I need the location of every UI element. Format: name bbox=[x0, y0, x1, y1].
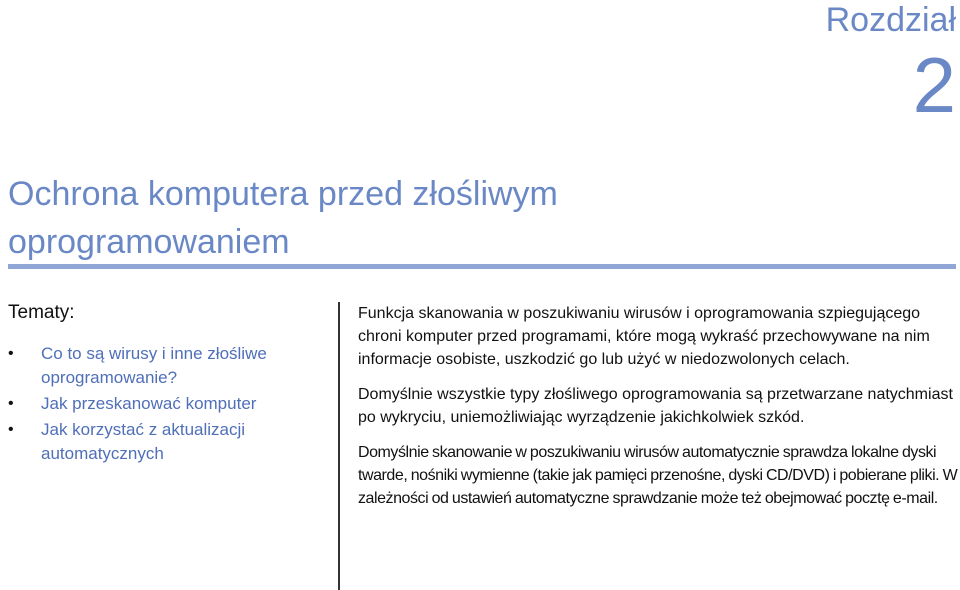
chapter-number: 2 bbox=[912, 41, 956, 129]
bullet-icon: • bbox=[8, 421, 14, 438]
chapter-title: Ochrona komputera przed złośliwym oprogramowaniem bbox=[8, 175, 558, 261]
body-paragraph: Domyślnie wszystkie typy złośliwego oprogramowania są przetwarzane natychmiast po wykryciu, uniemożliwiając wyrządzenie jakichkolwiek szkód. bbox=[358, 386, 953, 426]
topic-item-updates[interactable] bbox=[8, 418, 308, 466]
topic-link[interactable]: Jak korzystać z aktualizacji automatycznych bbox=[41, 420, 246, 463]
body-paragraph: Domyślnie skanowanie w poszukiwaniu wirusów automatycznie sprawdza lokalne dyski twarde, nośniki wymienne (takie jak pamięci przenośne, dyski CD/DVD) i pobierane pliki. W zależności od ustawień automatyczne sprawdzanie może też obejmować pocztę e-mail. bbox=[358, 444, 958, 507]
bullet-icon: • bbox=[8, 395, 14, 412]
chapter-label: Rozdział bbox=[825, 1, 956, 39]
topic-item-scan[interactable] bbox=[8, 392, 308, 416]
topics-list bbox=[8, 342, 308, 468]
topics-heading: Tematy: bbox=[8, 302, 75, 323]
column-divider bbox=[338, 302, 340, 590]
title-divider bbox=[8, 264, 956, 269]
topic-item-malware[interactable] bbox=[8, 342, 308, 390]
bullet-icon: • bbox=[8, 345, 14, 362]
body-paragraph: Funkcja skanowania w poszukiwaniu wirusów i oprogramowania szpiegującego chroni komputer przed programami, które mogą wykraść przechowywane na nim informacje osobiste, uszkodzić go lub użyć w niedozwolonych celach. bbox=[358, 305, 930, 368]
topic-link[interactable]: Co to są wirusy i inne złośliwe oprogramowanie? bbox=[41, 344, 267, 387]
body-content bbox=[358, 302, 958, 522]
topic-link[interactable]: Jak przeskanować komputer bbox=[41, 394, 257, 413]
